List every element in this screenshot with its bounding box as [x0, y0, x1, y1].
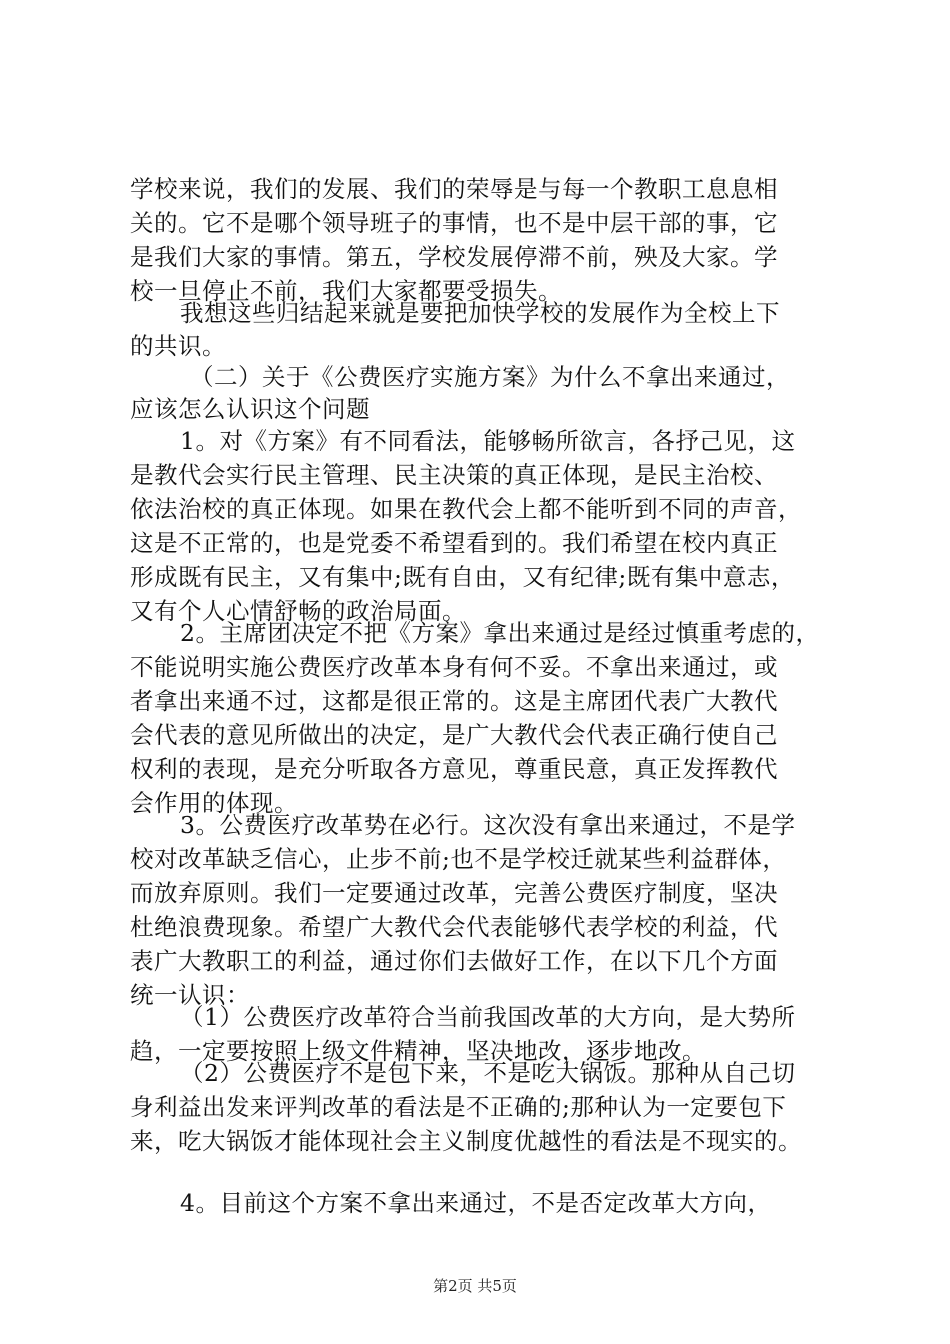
text-line: 趋，一定要按照上级文件精神，坚决地改，逐步地改。: [130, 1037, 706, 1065]
text-line: 来，吃大锅饭才能体现社会主义制度优越性的看法是不现实的。: [130, 1127, 802, 1155]
text-line: 是我们大家的事情。第五，学校发展停滞不前，殃及大家。学: [130, 243, 778, 271]
text-line: 2。主席团决定不把《方案》拿出来通过是经过慎重考虑的，: [180, 619, 820, 647]
text-line: 依法治校的真正体现。如果在教代会上都不能听到不同的声音，: [130, 495, 802, 523]
text-line: 者拿出来通不过，这都是很正常的。这是主席团代表广大教代: [130, 687, 778, 715]
text-line: 而放弃原则。我们一定要通过改革，完善公费医疗制度，坚决: [130, 879, 778, 907]
text-line: 关的。它不是哪个领导班子的事情，也不是中层干部的事，它: [130, 209, 778, 237]
text-line: 学校来说，我们的发展、我们的荣辱是与每一个教职工息息相: [130, 175, 778, 203]
text-line: （2）公费医疗不是包下来，不是吃大锅饭。那种从自己切: [180, 1059, 796, 1087]
text-line: 又有个人心情舒畅的政治局面。: [130, 597, 466, 625]
text-line: 1。对《方案》有不同看法，能够畅所欲言，各抒己见，这: [180, 427, 796, 455]
text-line: 校一旦停止不前，我们大家都要受损失。: [130, 277, 562, 305]
text-line: 身利益出发来评判改革的看法是不正确的;那种认为一定要包下: [130, 1093, 787, 1121]
text-line: 4。目前这个方案不拿出来通过，不是否定改革大方向，: [180, 1189, 772, 1217]
text-line: 形成既有民主，又有集中;既有自由，又有纪律;既有集中意志，: [130, 563, 795, 591]
text-line: 的共识。: [130, 332, 226, 360]
text-line: （1）公费医疗改革符合当前我国改革的大方向，是大势所: [180, 1003, 796, 1031]
text-line: 不能说明实施公费医疗改革本身有何不妥。不拿出来通过，或: [130, 653, 778, 681]
text-line: 这是不正常的，也是党委不希望看到的。我们希望在校内真正: [130, 529, 778, 557]
text-line: 会作用的体现。: [130, 789, 298, 817]
text-line: 是教代会实行民主管理、民主决策的真正体现，是民主治校、: [130, 461, 778, 489]
text-line: 3。公费医疗改革势在必行。这次没有拿出来通过，不是学: [180, 811, 796, 839]
text-line: 杜绝浪费现象。希望广大教代会代表能够代表学校的利益，代: [130, 913, 778, 941]
section-heading: 应该怎么认识这个问题: [130, 395, 370, 423]
text-line: 校对改革缺乏信心，止步不前;也不是学校迁就某些利益群体，: [130, 845, 787, 873]
page-footer: 第2页 共5页: [433, 1277, 517, 1295]
text-line: 统一认识：: [130, 981, 250, 1009]
text-line: 权利的表现，是充分听取各方意见，尊重民意，真正发挥教代: [130, 755, 778, 783]
text-line: 我想这些归结起来就是要把加快学校的发展作为全校上下: [180, 299, 780, 327]
text-line: 会代表的意见所做出的决定，是广大教代会代表正确行使自己: [130, 721, 778, 749]
section-heading: （二）关于《公费医疗实施方案》为什么不拿出来通过，: [190, 363, 790, 391]
text-line: 表广大教职工的利益，通过你们去做好工作，在以下几个方面: [130, 947, 778, 975]
